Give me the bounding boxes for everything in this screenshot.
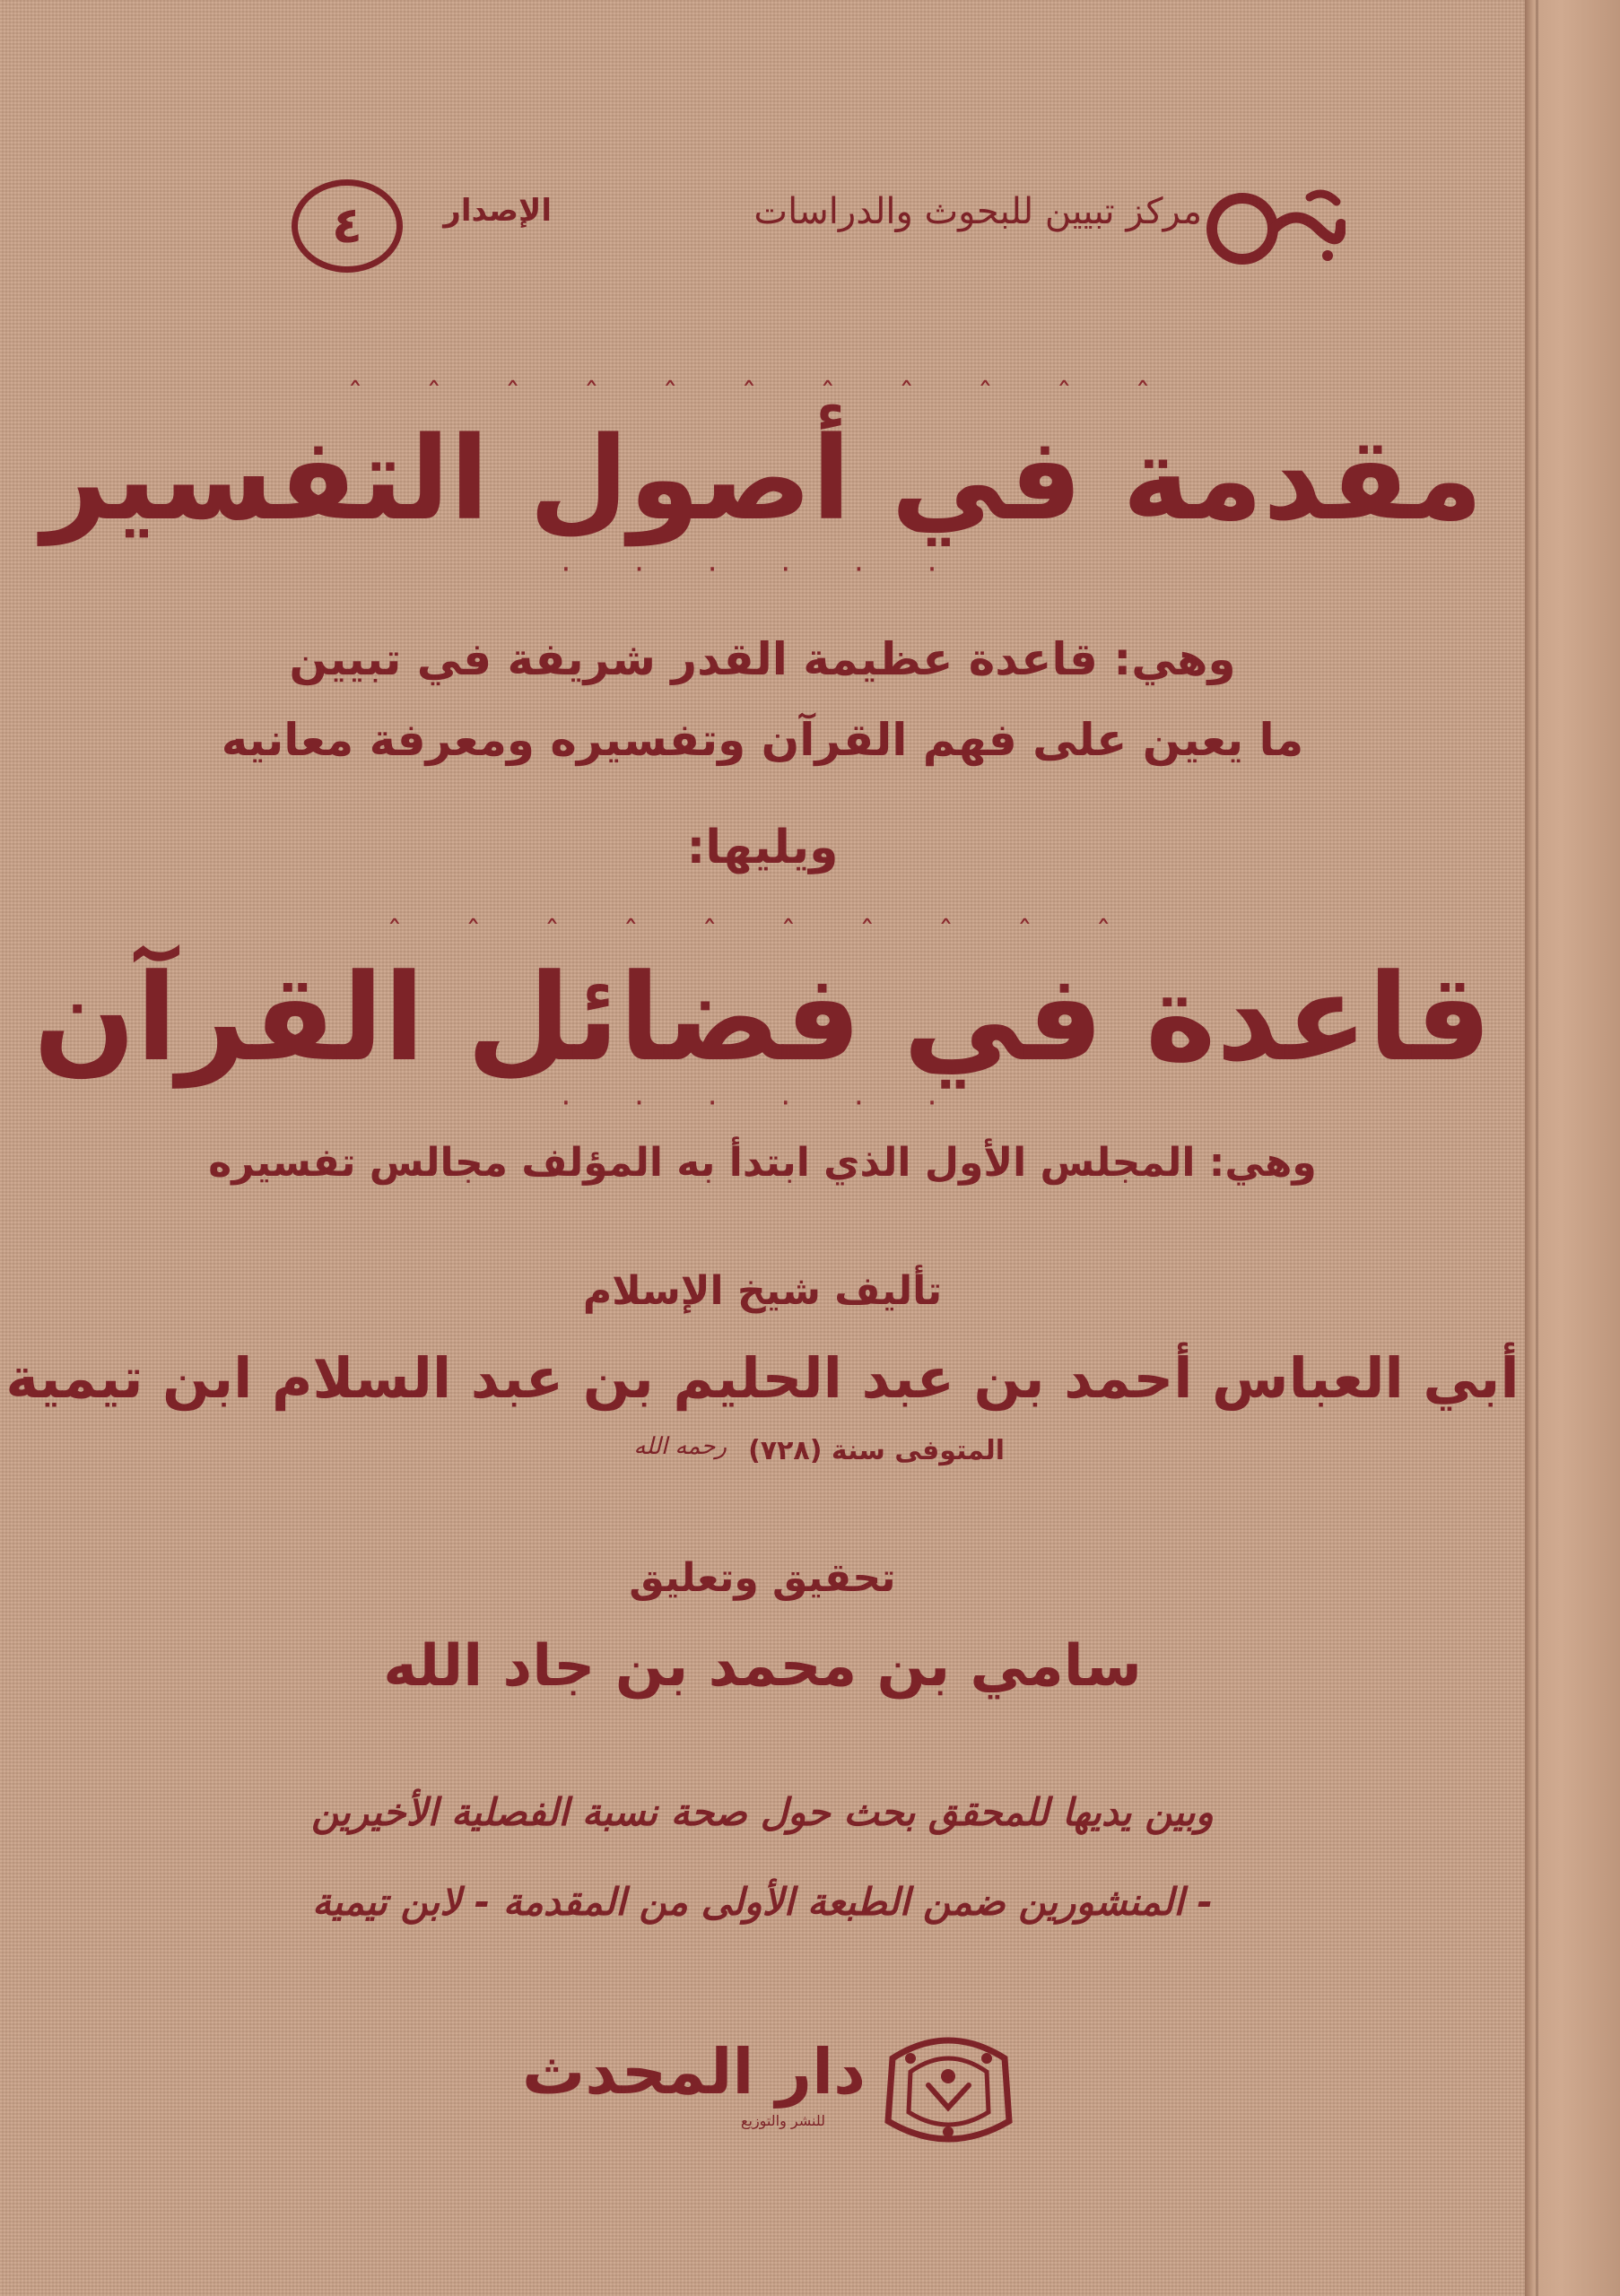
title-decoration-bottom: · · · · · · — [561, 552, 964, 587]
subtitle-line-1: وهي: قاعدة عظيمة القدر شريفة في تبيين — [289, 633, 1236, 685]
tabyeen-logo-icon — [1202, 179, 1346, 278]
series-label: الإصدار — [443, 193, 552, 229]
dar-almuhaddith-emblem-icon — [875, 2022, 1023, 2157]
main-title: مقدمة في أصول التفسير — [41, 413, 1484, 546]
book-spine-edge — [1525, 0, 1620, 2296]
second-title-decoration-top: ˆ ˆ ˆ ˆ ˆ ˆ ˆ ˆ ˆ ˆ — [387, 915, 1138, 951]
publisher-subtitle: للنشر والتوزيع — [740, 2112, 825, 2129]
second-title: قاعدة في فضائل القرآن — [33, 948, 1492, 1088]
followed-by-label: ويليها: — [686, 821, 839, 874]
subtitle-line-2: ما يعين على فهم القرآن وتفسيره ومعرفة معانيه — [221, 714, 1304, 766]
second-title-description: وهي: المجلس الأول الذي ابتدأ به المؤلف مجالس تفسيره — [208, 1140, 1317, 1186]
author-honorific: رحمه الله — [633, 1433, 727, 1460]
second-title-decoration-bottom: · · · · · · — [561, 1085, 964, 1121]
research-note-line-2: - المنشورين ضمن الطبعة الأولى من المقدمة - لابن تيمية — [312, 1880, 1213, 1924]
series-number-badge — [292, 179, 403, 273]
editor-name: سامي بن محمد بن جاد الله — [383, 1633, 1142, 1700]
publisher-name: دار المحدث — [521, 2035, 866, 2109]
editor-label: تحقيق وتعليق — [629, 1555, 896, 1601]
research-note-line-1: وبين يديها للمحقق بحث حول صحة نسبة الفصلية الأخيرين — [311, 1790, 1214, 1834]
spine-hinge-line — [1536, 0, 1538, 2296]
author-label: تأليف شيخ الإسلام — [582, 1268, 943, 1314]
author-name: أبي العباس أحمد بن عبد الحليم بن عبد السلام ابن تيمية — [5, 1345, 1520, 1411]
author-death-note: المتوفى سنة (٧٢٨) — [748, 1435, 1005, 1466]
research-center-name: مركز تبيين للبحوث والدراسات — [753, 191, 1202, 232]
series-number: ٤ — [331, 196, 363, 255]
title-decoration-top: ˆ ˆ ˆ ˆ ˆ ˆ ˆ ˆ ˆ ˆ ˆ — [347, 377, 1178, 413]
